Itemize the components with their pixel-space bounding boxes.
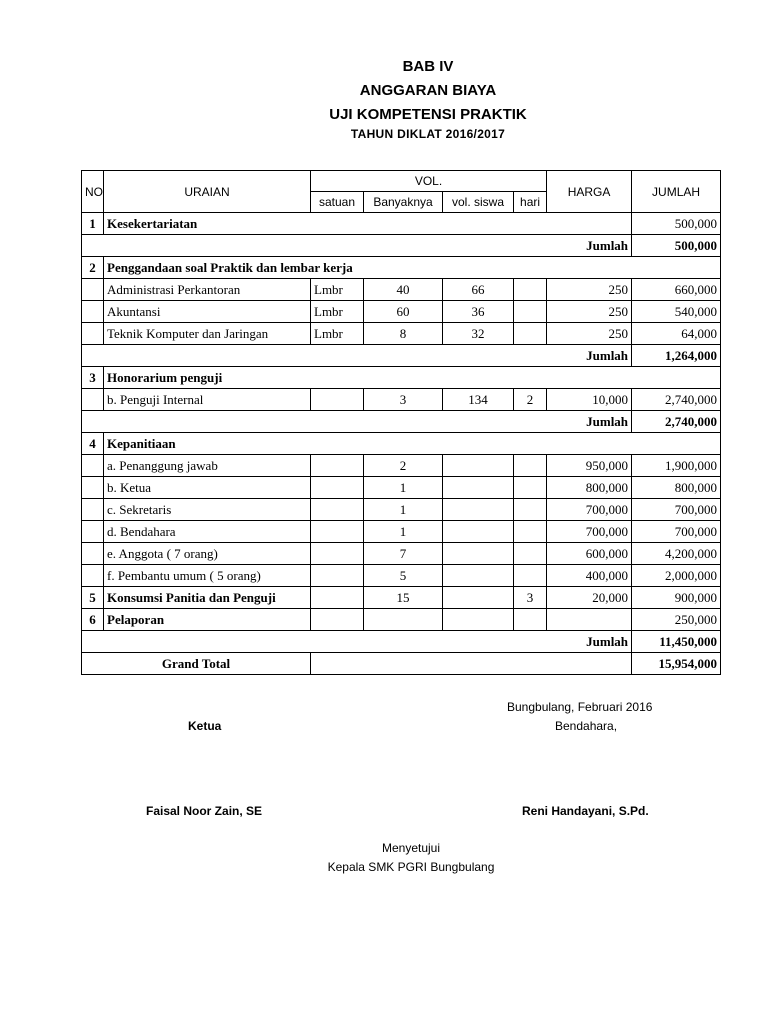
cell-satuan: [311, 543, 364, 565]
section-title: Kepanitiaan: [104, 433, 721, 455]
cell-satuan: [311, 587, 364, 609]
cell-harga: [547, 609, 632, 631]
cell-hari: [514, 521, 547, 543]
table-row: [82, 499, 721, 521]
section-no: 3: [82, 367, 104, 389]
cell-uraian: b. Ketua: [104, 477, 311, 499]
grand-total-spacer: [311, 653, 632, 675]
cell-jumlah: 660,000: [632, 279, 721, 301]
cell-vol-siswa: [443, 587, 514, 609]
cell-no: [82, 543, 104, 565]
cell-uraian: a. Penanggung jawab: [104, 455, 311, 477]
section-jumlah: 500,000: [632, 213, 721, 235]
cell-uraian: Konsumsi Panitia dan Penguji: [104, 587, 311, 609]
cell-harga: 950,000: [547, 455, 632, 477]
cell-hari: [514, 477, 547, 499]
subtotal-row: [82, 235, 721, 257]
cell-jumlah: 1,900,000: [632, 455, 721, 477]
cell-harga: 250: [547, 279, 632, 301]
cell-vol-siswa: 134: [443, 389, 514, 411]
bendahara-name: Reni Handayani, S.Pd.: [522, 804, 649, 818]
cell-uraian: Teknik Komputer dan Jaringan: [104, 323, 311, 345]
section-row: [82, 367, 721, 389]
doc-year: TAHUN DIKLAT 2016/2017: [350, 127, 506, 141]
cell-hari: 3: [514, 587, 547, 609]
section-no: 1: [82, 213, 104, 235]
header-satuan: satuan: [311, 192, 364, 213]
subtotal-row: [82, 631, 721, 653]
cell-uraian: Akuntansi: [104, 301, 311, 323]
cell-no: [82, 477, 104, 499]
section-row: [82, 433, 721, 455]
cell-harga: 800,000: [547, 477, 632, 499]
cell-vol-siswa: [443, 565, 514, 587]
cell-banyaknya: 2: [364, 455, 443, 477]
cell-satuan: [311, 609, 364, 631]
cell-no: [82, 323, 104, 345]
cell-harga: 700,000: [547, 521, 632, 543]
cell-satuan: [311, 521, 364, 543]
cell-hari: [514, 609, 547, 631]
cell-jumlah: 800,000: [632, 477, 721, 499]
budget-table: [81, 170, 721, 675]
cell-vol-siswa: [443, 543, 514, 565]
header-no: NO: [82, 171, 104, 213]
cell-no: [82, 565, 104, 587]
doc-chapter: BAB IV: [402, 58, 454, 75]
cell-jumlah: 700,000: [632, 521, 721, 543]
cell-harga: 600,000: [547, 543, 632, 565]
cell-vol-siswa: [443, 609, 514, 631]
section-title: Kesekertariatan: [104, 213, 632, 235]
cell-vol-siswa: 32: [443, 323, 514, 345]
cell-jumlah: 250,000: [632, 609, 721, 631]
cell-hari: [514, 543, 547, 565]
header-banyaknya: Banyaknya: [364, 192, 443, 213]
cell-jumlah: 700,000: [632, 499, 721, 521]
cell-jumlah: 900,000: [632, 587, 721, 609]
cell-satuan: [311, 389, 364, 411]
table-row: [82, 477, 721, 499]
cell-uraian: b. Penguji Internal: [104, 389, 311, 411]
table-row: [82, 301, 721, 323]
cell-satuan: Lmbr: [311, 279, 364, 301]
cell-no: [82, 301, 104, 323]
cell-no: [82, 389, 104, 411]
header-jumlah: JUMLAH: [632, 171, 721, 213]
cell-banyaknya: 1: [364, 499, 443, 521]
cell-banyaknya: 3: [364, 389, 443, 411]
cell-harga: 400,000: [547, 565, 632, 587]
cell-vol-siswa: 36: [443, 301, 514, 323]
ketua-name: Faisal Noor Zain, SE: [146, 804, 263, 818]
cell-vol-siswa: [443, 521, 514, 543]
cell-no: 5: [82, 587, 104, 609]
cell-jumlah: 64,000: [632, 323, 721, 345]
cell-satuan: Lmbr: [311, 323, 364, 345]
table-row: [82, 455, 721, 477]
cell-banyaknya: 8: [364, 323, 443, 345]
cell-harga: 250: [547, 301, 632, 323]
cell-banyaknya: 40: [364, 279, 443, 301]
subtotal-label: Jumlah: [82, 631, 632, 653]
cell-uraian: Administrasi Perkantoran: [104, 279, 311, 301]
section-title: Honorarium penguji: [104, 367, 721, 389]
subtotal-row: [82, 345, 721, 367]
table-row: [82, 587, 721, 609]
cell-harga: 250: [547, 323, 632, 345]
cell-uraian: c. Sekretaris: [104, 499, 311, 521]
cell-banyaknya: 1: [364, 521, 443, 543]
section-no: 4: [82, 433, 104, 455]
cell-banyaknya: [364, 609, 443, 631]
cell-banyaknya: 7: [364, 543, 443, 565]
subtotal-value: 1,264,000: [632, 345, 721, 367]
header-row-1: [82, 171, 721, 192]
cell-banyaknya: 15: [364, 587, 443, 609]
cell-vol-siswa: [443, 499, 514, 521]
menyetujui-label: Menyetujui: [381, 841, 441, 855]
cell-no: [82, 521, 104, 543]
cell-uraian: e. Anggota ( 7 orang): [104, 543, 311, 565]
cell-satuan: Lmbr: [311, 301, 364, 323]
subtotal-label: Jumlah: [82, 411, 632, 433]
cell-banyaknya: 60: [364, 301, 443, 323]
cell-hari: [514, 301, 547, 323]
subtotal-label: Jumlah: [82, 345, 632, 367]
cell-satuan: [311, 565, 364, 587]
place-date: Bungbulang, Februari 2016: [507, 700, 653, 714]
cell-hari: [514, 279, 547, 301]
cell-no: 6: [82, 609, 104, 631]
table-row: [82, 389, 721, 411]
cell-uraian: d. Bendahara: [104, 521, 311, 543]
grand-total-row: [82, 653, 721, 675]
subtotal-value: 11,450,000: [632, 631, 721, 653]
table-row: [82, 279, 721, 301]
header-uraian: URAIAN: [104, 171, 311, 213]
cell-hari: [514, 323, 547, 345]
header-vol-siswa: vol. siswa: [443, 192, 514, 213]
cell-satuan: [311, 455, 364, 477]
cell-satuan: [311, 477, 364, 499]
cell-jumlah: 2,000,000: [632, 565, 721, 587]
grand-total-label: Grand Total: [82, 653, 311, 675]
subtotal-value: 2,740,000: [632, 411, 721, 433]
cell-banyaknya: 1: [364, 477, 443, 499]
cell-hari: [514, 455, 547, 477]
cell-vol-siswa: [443, 455, 514, 477]
grand-total-value: 15,954,000: [632, 653, 721, 675]
cell-jumlah: 540,000: [632, 301, 721, 323]
kepala-label: Kepala SMK PGRI Bungbulang: [327, 860, 495, 874]
cell-hari: 2: [514, 389, 547, 411]
table-row: [82, 323, 721, 345]
cell-uraian: f. Pembantu umum ( 5 orang): [104, 565, 311, 587]
section-row: [82, 257, 721, 279]
cell-hari: [514, 499, 547, 521]
table-row: [82, 543, 721, 565]
table-row: [82, 609, 721, 631]
subtotal-value: 500,000: [632, 235, 721, 257]
cell-jumlah: 2,740,000: [632, 389, 721, 411]
ketua-label: Ketua: [188, 719, 222, 733]
cell-satuan: [311, 499, 364, 521]
section-no: 2: [82, 257, 104, 279]
cell-vol-siswa: 66: [443, 279, 514, 301]
cell-uraian: Pelaporan: [104, 609, 311, 631]
cell-harga: 20,000: [547, 587, 632, 609]
header-harga: HARGA: [547, 171, 632, 213]
cell-vol-siswa: [443, 477, 514, 499]
cell-harga: 700,000: [547, 499, 632, 521]
cell-no: [82, 499, 104, 521]
header-hari: hari: [514, 192, 547, 213]
cell-hari: [514, 565, 547, 587]
cell-no: [82, 279, 104, 301]
subtotal-row: [82, 411, 721, 433]
doc-title: ANGGARAN BIAYA: [359, 82, 497, 99]
cell-no: [82, 455, 104, 477]
table-row: [82, 521, 721, 543]
doc-subtitle: UJI KOMPETENSI PRAKTIK: [329, 106, 527, 123]
subtotal-label: Jumlah: [82, 235, 632, 257]
table-row: [82, 565, 721, 587]
section-title: Penggandaan soal Praktik dan lembar kerja: [104, 257, 721, 279]
bendahara-label: Bendahara,: [555, 719, 618, 733]
section-row: [82, 213, 721, 235]
header-vol: VOL.: [311, 171, 547, 192]
cell-banyaknya: 5: [364, 565, 443, 587]
cell-harga: 10,000: [547, 389, 632, 411]
cell-jumlah: 4,200,000: [632, 543, 721, 565]
